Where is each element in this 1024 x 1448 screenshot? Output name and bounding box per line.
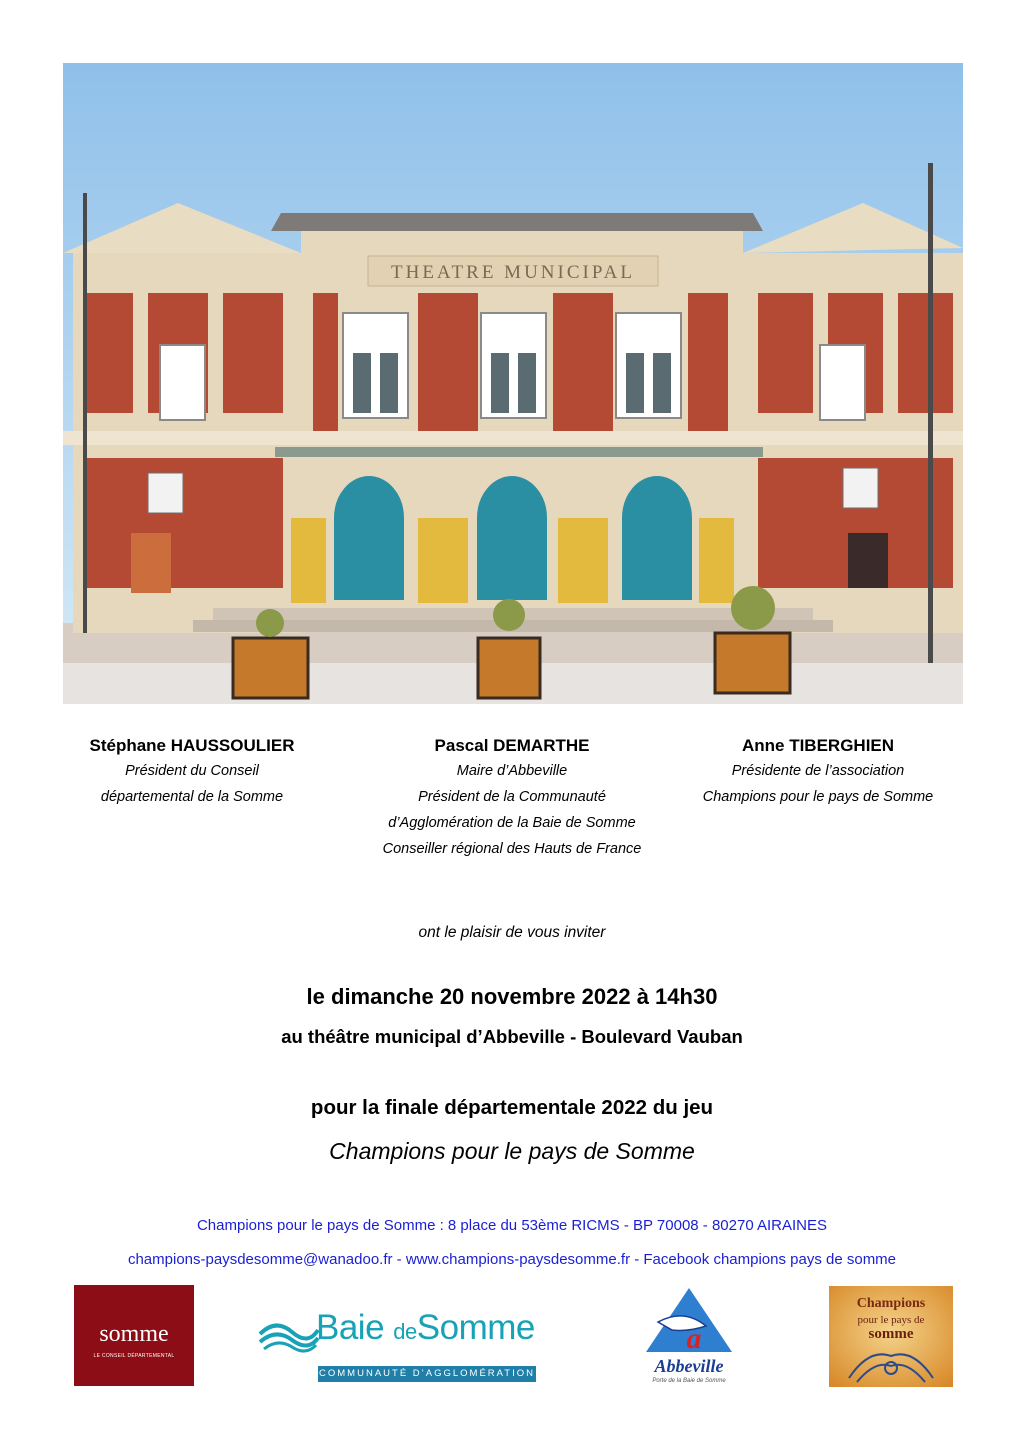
- abbeville-logo-word: Abbeville: [654, 1356, 724, 1376]
- host-role: Président du Conseil: [125, 763, 259, 779]
- footer-contact[interactable]: champions-paysdesomme@wanadoo.fr - www.champions-paysdesomme.fr - Facebook champions pays de somme: [127, 1251, 897, 1268]
- event-place: au théâtre municipal d’Abbeville - Boulevard Vauban: [281, 1026, 743, 1047]
- host-tiberghien: [668, 734, 968, 810]
- host-demarthe: [322, 734, 702, 862]
- host-name: Pascal DEMARTHE: [434, 736, 590, 755]
- facade-inscription: THEATRE MUNICIPAL: [391, 262, 635, 283]
- game-name: Champions pour le pays de Somme: [329, 1138, 695, 1164]
- champions-logo-line2: pour le pays de: [857, 1314, 925, 1326]
- abbeville-logo-subtitle: Porte de la Baie de Somme: [652, 1378, 726, 1384]
- wave-icon: [258, 1314, 320, 1354]
- somme-logo-word: somme: [99, 1321, 169, 1347]
- host-name: Stéphane HAUSSOULIER: [89, 736, 295, 755]
- host-haussoulier: [42, 734, 342, 810]
- invitation-intro: ont le plaisir de vous inviter: [418, 924, 606, 941]
- host-role: d’Agglomération de la Baie de Somme: [388, 815, 636, 831]
- host-name: Anne TIBERGHIEN: [741, 736, 895, 755]
- host-role: départemental de la Somme: [100, 789, 284, 805]
- host-role: Président de la Communauté: [418, 789, 606, 805]
- footer-address: Champions pour le pays de Somme : 8 place du 53ème RICMS - BP 70008 - 80270 AIRAINES: [196, 1217, 828, 1234]
- baie-de-somme-logo: [258, 1300, 542, 1384]
- host-role: Maire d’Abbeville: [456, 763, 568, 779]
- host-role: Champions pour le pays de Somme: [702, 789, 934, 805]
- event-date: le dimanche 20 novembre 2022 à 14h30: [306, 984, 718, 1009]
- somme-logo: [74, 1285, 194, 1386]
- champions-logo-line1: Champions: [856, 1296, 926, 1311]
- event-purpose: pour la finale départementale 2022 du jeu: [310, 1096, 714, 1119]
- abbeville-logo: [636, 1286, 742, 1388]
- somme-logo-subtitle: LE CONSEIL DÉPARTEMENTAL: [93, 1353, 175, 1359]
- baie-logo-band: COMMUNAUTÉ D’AGGLOMÉRATION: [318, 1366, 536, 1382]
- champions-logo: [829, 1286, 953, 1387]
- bird-triangle-icon: [644, 1286, 734, 1356]
- baie-logo-title: Baie deSomme: [316, 1308, 535, 1347]
- champions-logo-line3: somme: [868, 1326, 914, 1342]
- svg-text:a: a: [686, 1322, 702, 1355]
- host-role: Conseiller régional des Hauts de France: [382, 841, 642, 857]
- host-role: Présidente de l’association: [731, 763, 905, 779]
- theatre-photo: [63, 63, 963, 704]
